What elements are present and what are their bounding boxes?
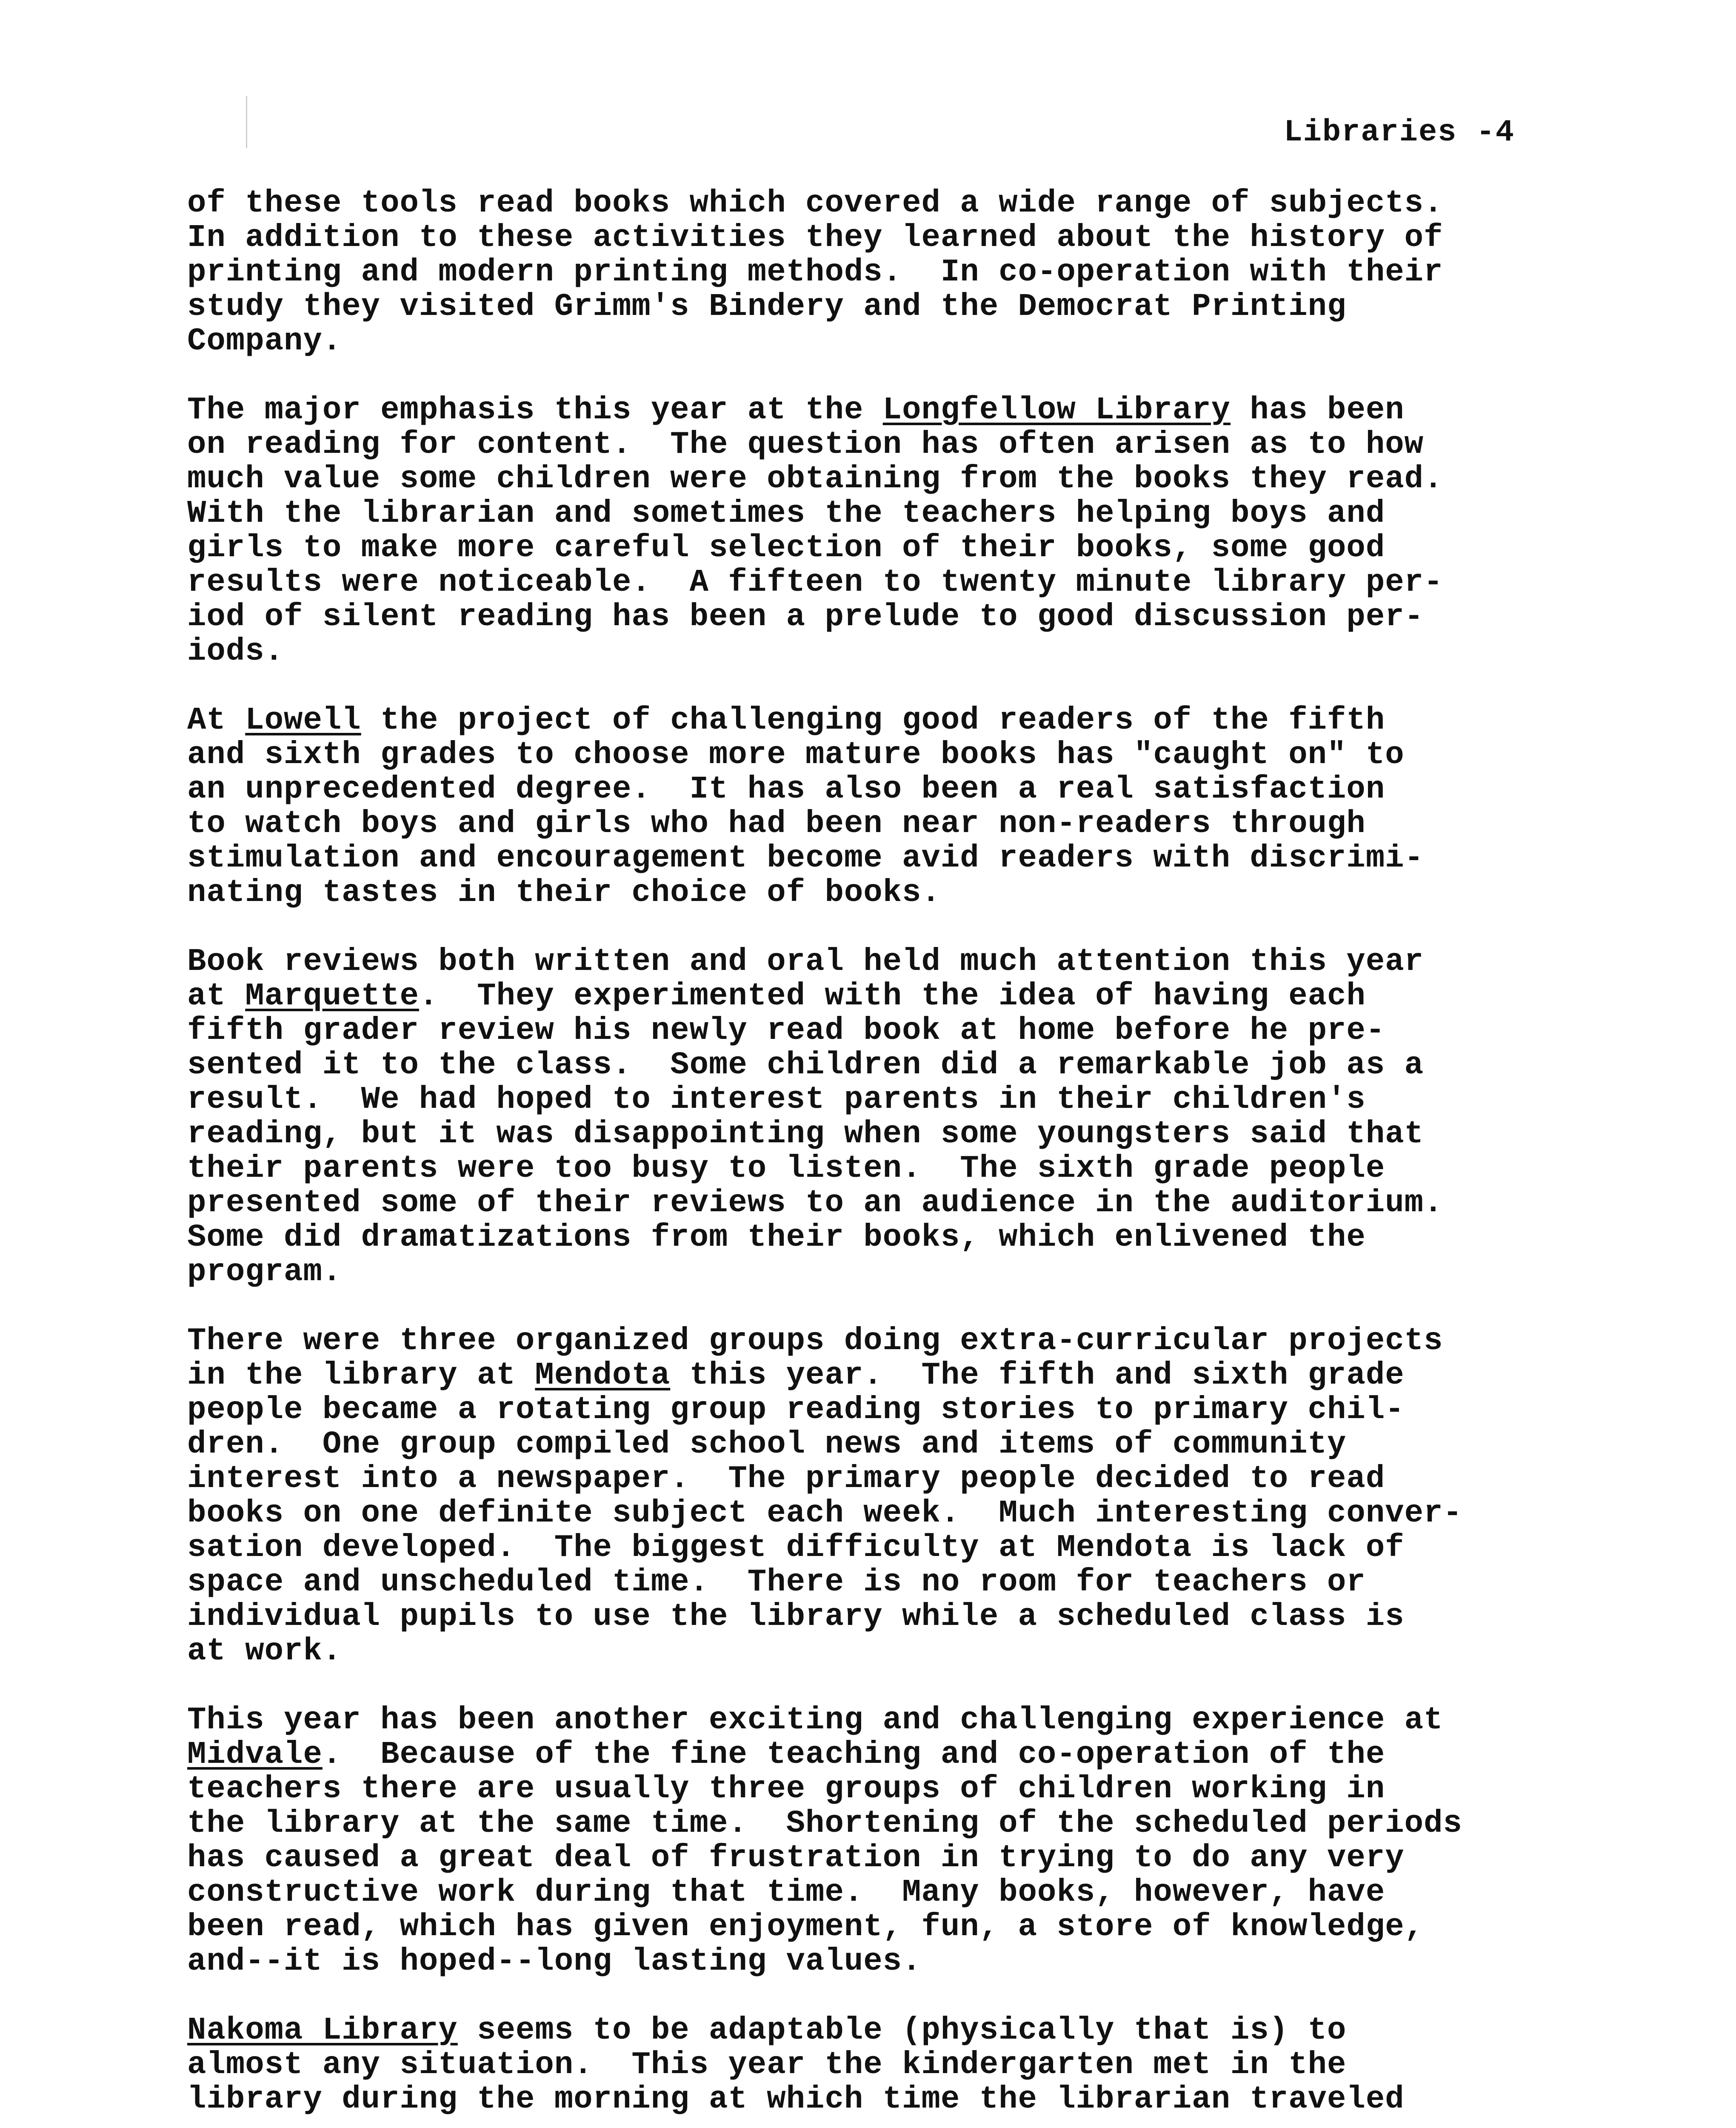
- text-segment: and sixth grades to choose more mature books has "caught on" to: [187, 737, 1405, 773]
- text-segment: constructive work during that time. Many books, however, have: [187, 1875, 1385, 1911]
- text-line: [187, 290, 1583, 324]
- text-segment: much value some children were obtaining from the books they read.: [187, 461, 1443, 497]
- text-line: [187, 738, 1583, 772]
- text-line: [187, 1703, 1583, 1738]
- underlined-school-name: Longfellow Library: [882, 392, 1231, 428]
- text-line: [187, 1565, 1583, 1600]
- text-segment: Book reviews both written and oral held much attention this year: [187, 944, 1424, 980]
- text-segment: been read, which has given enjoyment, fun, a store of knowledge,: [187, 1909, 1424, 1945]
- text-segment: At: [187, 703, 246, 738]
- text-segment: Some did dramatizations from their books, which enlivened the: [187, 1220, 1366, 1256]
- text-line: [187, 1393, 1583, 1427]
- text-line: [187, 1324, 1583, 1359]
- text-segment: In addition to these activities they learned about the history of: [187, 220, 1443, 256]
- text-line: [187, 497, 1583, 531]
- text-segment: at work.: [187, 1633, 342, 1669]
- paragraph: [187, 704, 1583, 910]
- text-line: [187, 600, 1583, 635]
- text-segment: With the librarian and sometimes the teachers helping boys and: [187, 496, 1385, 532]
- text-line: [187, 1807, 1583, 1841]
- page-header: Libraries -4: [1284, 115, 1515, 150]
- body-text: [187, 186, 1583, 2128]
- text-segment: library during the morning at which time the librarian traveled: [187, 2082, 1405, 2117]
- text-segment: study they visited Grimm's Bindery and the Democrat Printing: [187, 289, 1347, 325]
- paragraph: [187, 2014, 1583, 2117]
- text-line: [187, 1772, 1583, 1807]
- text-segment: this year. The fifth and sixth grade: [670, 1358, 1405, 1393]
- text-segment: people became a rotating group reading stories to primary chil-: [187, 1392, 1405, 1428]
- text-line: [187, 1152, 1583, 1186]
- text-segment: an unprecedented degree. It has also been a real satisfaction: [187, 772, 1385, 807]
- text-line: [187, 1117, 1583, 1152]
- text-segment: This year has been another exciting and challenging experience at: [187, 1702, 1443, 1738]
- paragraph: [187, 1324, 1583, 1669]
- text-segment: iod of silent reading has been a prelude to good discussion per-: [187, 599, 1424, 635]
- text-segment: at: [187, 978, 246, 1014]
- text-line: [187, 531, 1583, 566]
- text-segment: their parents were too busy to listen. The sixth grade people: [187, 1151, 1385, 1187]
- text-line: [187, 1876, 1583, 1910]
- paragraph: [187, 393, 1583, 669]
- text-line: [187, 566, 1583, 600]
- text-segment: has been: [1231, 392, 1405, 428]
- text-segment: . Because of the fine teaching and co-operation of the: [322, 1737, 1385, 1773]
- paragraph: [187, 1703, 1583, 1979]
- text-line: [187, 1634, 1583, 1669]
- text-line: [187, 1910, 1583, 1945]
- text-segment: on reading for content. The question has often arisen as to how: [187, 427, 1424, 463]
- text-segment: presented some of their reviews to an audience in the auditorium.: [187, 1185, 1443, 1221]
- text-segment: individual pupils to use the library while a scheduled class is: [187, 1599, 1405, 1635]
- text-segment: and--it is hoped--long lasting values.: [187, 1944, 922, 1979]
- underlined-school-name: Nakoma Library: [187, 2013, 458, 2048]
- text-segment: result. We had hoped to interest parents in their children's: [187, 1082, 1366, 1118]
- text-line: [187, 221, 1583, 255]
- text-line: [187, 1186, 1583, 1221]
- text-segment: fifth grader review his newly read book at home before he pre-: [187, 1013, 1385, 1049]
- text-line: [187, 428, 1583, 462]
- text-line: [187, 979, 1583, 1014]
- text-line: [187, 1531, 1583, 1565]
- text-line: [187, 807, 1583, 841]
- text-line: [187, 2082, 1583, 2117]
- text-segment: books on one definite subject each week. Much interesting conver-: [187, 1496, 1462, 1531]
- text-segment: teachers there are usually three groups of children working in: [187, 1771, 1385, 1807]
- text-line: [187, 2048, 1583, 2082]
- text-line: [187, 1359, 1583, 1393]
- text-segment: the library at the same time. Shortening of the scheduled periods: [187, 1806, 1462, 1842]
- text-line: [187, 1014, 1583, 1048]
- text-line: [187, 462, 1583, 497]
- underlined-school-name: Marquette: [245, 978, 419, 1014]
- text-segment: reading, but it was disappointing when some youngsters said that: [187, 1116, 1424, 1152]
- text-line: [187, 635, 1583, 669]
- text-line: [187, 772, 1583, 807]
- text-segment: has caused a great deal of frustration in trying to do any very: [187, 1840, 1405, 1876]
- paragraph: [187, 186, 1583, 359]
- text-segment: iods.: [187, 634, 284, 669]
- margin-mark: [246, 96, 247, 148]
- text-line: [187, 1738, 1583, 1772]
- text-line: [187, 393, 1583, 428]
- text-line: [187, 876, 1583, 910]
- text-segment: almost any situation. This year the kindergarten met in the: [187, 2047, 1347, 2083]
- text-segment: girls to make more careful selection of their books, some good: [187, 530, 1385, 566]
- text-segment: . They experimented with the idea of having each: [419, 978, 1366, 1014]
- text-segment: There were three organized groups doing extra-curricular projects: [187, 1323, 1443, 1359]
- underlined-school-name: Midvale: [187, 1737, 323, 1773]
- text-segment: interest into a newspaper. The primary people decided to read: [187, 1461, 1385, 1497]
- text-segment: Company.: [187, 323, 342, 359]
- text-segment: sation developed. The biggest difficulty at Mendota is lack of: [187, 1530, 1405, 1566]
- text-segment: the project of challenging good readers of the fifth: [361, 703, 1385, 738]
- text-segment: sented it to the class. Some children did a remarkable job as a: [187, 1047, 1424, 1083]
- text-line: [187, 1221, 1583, 1255]
- text-line: [187, 1462, 1583, 1496]
- text-segment: results were noticeable. A fifteen to twenty minute library per-: [187, 565, 1443, 601]
- text-line: [187, 1048, 1583, 1083]
- text-line: [187, 186, 1583, 221]
- underlined-school-name: Mendota: [535, 1358, 671, 1393]
- text-line: [187, 255, 1583, 290]
- text-segment: of these tools read books which covered a wide range of subjects.: [187, 186, 1443, 221]
- text-segment: space and unscheduled time. There is no room for teachers or: [187, 1565, 1366, 1600]
- text-segment: seems to be adaptable (physically that is) to: [457, 2013, 1347, 2048]
- text-segment: stimulation and encouragement become avid readers with discrimi-: [187, 841, 1424, 876]
- text-segment: to watch boys and girls who had been near non-readers through: [187, 806, 1366, 842]
- paragraph: [187, 945, 1583, 1290]
- text-line: [187, 1841, 1583, 1876]
- text-segment: in the library at: [187, 1358, 535, 1393]
- text-line: [187, 1255, 1583, 1290]
- text-line: [187, 1945, 1583, 1979]
- text-segment: The major emphasis this year at the: [187, 392, 883, 428]
- text-segment: nating tastes in their choice of books.: [187, 875, 941, 911]
- text-line: [187, 1427, 1583, 1462]
- text-line: [187, 945, 1583, 979]
- text-line: [187, 2014, 1583, 2048]
- text-line: [187, 841, 1583, 876]
- text-segment: dren. One group compiled school news and items of community: [187, 1427, 1347, 1462]
- text-line: [187, 324, 1583, 359]
- text-line: [187, 704, 1583, 738]
- text-line: [187, 1496, 1583, 1531]
- text-segment: program.: [187, 1254, 342, 1290]
- text-line: [187, 1083, 1583, 1117]
- underlined-school-name: Lowell: [245, 703, 361, 738]
- text-line: [187, 1600, 1583, 1634]
- text-segment: printing and modern printing methods. In co-operation with their: [187, 255, 1443, 290]
